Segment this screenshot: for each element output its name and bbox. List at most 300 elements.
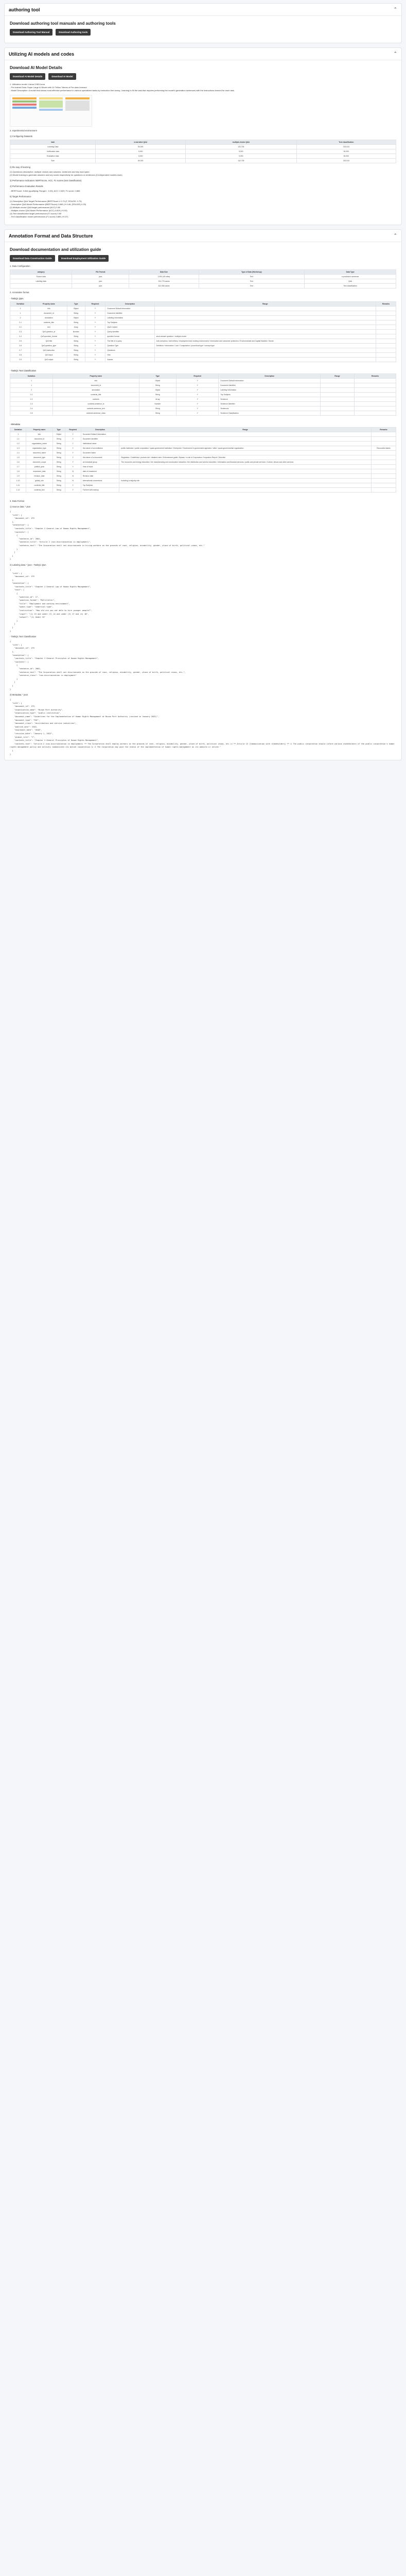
table-cell: 1-6 bbox=[10, 460, 26, 465]
table-cell: 132,735 bbox=[185, 145, 296, 149]
table-cell: Document Name bbox=[81, 451, 119, 455]
data-format-title: 3. Data Format bbox=[10, 500, 24, 502]
table-row bbox=[10, 446, 396, 451]
table-cell: 1-12 bbox=[10, 488, 26, 493]
target-line: - Multiple-choice Q&A Model Performance (ACC) 0.829 (+0.03) bbox=[10, 209, 67, 212]
download-utilization-guide-button[interactable]: Download Employment Utilization Guide bbox=[58, 255, 109, 262]
table-cell: contents_title bbox=[53, 393, 139, 397]
table-cell: Questions bbox=[105, 348, 154, 353]
table-cell: document_type bbox=[26, 455, 52, 460]
table-cell: Top Subjects bbox=[81, 483, 119, 488]
table-cell bbox=[154, 330, 376, 334]
table-cell: 1 bbox=[10, 307, 31, 311]
table-cell bbox=[376, 344, 396, 348]
table-cell bbox=[119, 451, 372, 455]
table-cell: Y bbox=[65, 455, 81, 460]
download-manual-button[interactable]: Download Authoring Tool Manual bbox=[10, 29, 52, 36]
table-row bbox=[10, 325, 396, 330]
table-cell: Y bbox=[65, 483, 81, 488]
table-cell: String bbox=[52, 460, 65, 465]
column-header: Text classification bbox=[296, 140, 396, 145]
table-cell bbox=[371, 488, 396, 493]
table-cell: Sentence bbox=[219, 397, 321, 402]
json-code-block: { "info": { "document_id": 179 }, "annotation": { "contents_title": "Chapter 2 General Law of Human Rights Management", "contents": [ { "sentence_id": 2001, "sentence_title": "Article 2 (non-discrimination in employment)", "sentence_text": "The Corporation shall not discriminate in hiring workers on the grounds of race, religion, disability, gender, place of birth, political views, etc." } ] } } bbox=[10, 511, 205, 561]
column-header: Type bbox=[52, 428, 65, 432]
table-cell: String bbox=[52, 474, 65, 479]
table-cell: 1-9 bbox=[10, 474, 26, 479]
table-cell: String bbox=[139, 383, 176, 388]
table-cell bbox=[371, 469, 396, 474]
table-cell: 2-8 bbox=[10, 353, 31, 358]
table-row bbox=[10, 460, 396, 465]
table-cell bbox=[371, 455, 396, 460]
column-header: Description bbox=[81, 428, 119, 432]
table-cell: 1-2 bbox=[10, 442, 26, 446]
table-cell: N bbox=[65, 469, 81, 474]
column-header: category bbox=[10, 270, 72, 275]
table-cell: 50,000 bbox=[296, 154, 396, 159]
table-cell: 142,735 bbox=[185, 159, 296, 163]
table-cell: 2-4 bbox=[10, 406, 53, 411]
table-row bbox=[10, 393, 396, 397]
table-cell: String bbox=[139, 411, 176, 416]
target-title: 5) Target Performance bbox=[10, 195, 31, 198]
table-row bbox=[10, 432, 396, 437]
chevron-up-icon[interactable]: ⌃ bbox=[393, 51, 397, 56]
table-cell: 1 bbox=[10, 432, 26, 437]
table-cell: contents bbox=[53, 397, 139, 402]
table-cell: 2-5 bbox=[10, 411, 53, 416]
table-cell: 2-2 bbox=[10, 325, 31, 330]
table-cell: Y bbox=[65, 451, 81, 455]
model-diagram-image bbox=[10, 95, 92, 127]
table-cell bbox=[154, 348, 376, 353]
table-cell: 1-11 bbox=[10, 483, 26, 488]
table-cell: String bbox=[52, 437, 65, 442]
table-cell: Top Subjects bbox=[105, 320, 154, 325]
table-cell: Y bbox=[176, 379, 219, 383]
table-cell: Regulation / Guidelines / product rule / detailed rules / Enforcement guide / Bylaws / a rule of Corporation / Inspection Report / Directive bbox=[119, 455, 372, 460]
cls-table bbox=[10, 374, 396, 416]
table-cell: publish_year bbox=[26, 465, 52, 469]
table-cell bbox=[376, 325, 396, 330]
table-cell bbox=[321, 379, 355, 383]
table-cell: Sentences bbox=[219, 406, 321, 411]
section-heading: Download documentation and utilization guide bbox=[10, 247, 101, 252]
table-cell: Labeling data bbox=[10, 279, 72, 284]
qa-table bbox=[10, 301, 396, 362]
column-header: File Format bbox=[72, 270, 129, 275]
table-cell bbox=[119, 465, 372, 469]
table-cell: document_scope bbox=[26, 460, 52, 465]
table-cell: Including a majority rule bbox=[119, 479, 372, 483]
table-cell: 2-3 bbox=[10, 330, 31, 334]
table-cell: 60,000 bbox=[96, 159, 185, 163]
table-row bbox=[10, 388, 396, 393]
table-cell: 2-9 bbox=[10, 358, 31, 362]
learning-line: (1) Questions (descriptive, multiple choice) and answers, sentences and key word pairs bbox=[10, 171, 90, 173]
chevron-up-icon[interactable]: ⌃ bbox=[393, 7, 397, 12]
table-cell: organization_type bbox=[26, 446, 52, 451]
table-cell: public institution / public corporation / quasi-government institution / Enterprise / Government in government agencies / other / quasi-governmental organization bbox=[119, 446, 372, 451]
table-cell bbox=[354, 388, 396, 393]
table-cell: Y bbox=[85, 344, 105, 348]
json-code-block: { "info": { "document_id": 179, "organization_name": "Busan Port Authority", "organization_type": "public institution", "document_name": "Guidelines for the Implementation of Human Rights Management at Busan Port Authority (revised in January 2022)", "document_type": "Pdf", "document_class": "distribution and service industries", "publish_year": 2022, "enactment_date": "2018", "revision_date": "January 1, 2022", "global_rule": "Y", "contents_title": "Chapter 2 General Principles of Human Rights Management", "contents_text": "Article 2 (non-discrimination in employment) ** The Corporation shall employ workers on the grounds of race, religion, disability, gender, place of birth, political views, etc.\n ** Article 13 (Communication with stakeholders) ** ① The public corporation should inform various stakeholders of the public corporation's human rights management policy and actively communicate its mutual cooperation.\n ② The Corporation may post the status of the implementation of human rights management on its website or online." } } bbox=[10, 699, 395, 755]
table-cell bbox=[354, 379, 396, 383]
table-cell: String bbox=[67, 320, 85, 325]
annotation-panel bbox=[4, 229, 402, 760]
table-cell: 1 bbox=[10, 311, 31, 316]
cls-table-title: - TaskQ1 Text Classification bbox=[10, 369, 37, 372]
table-cell: 5,000 bbox=[96, 149, 185, 154]
table-row bbox=[10, 334, 396, 339]
table-cell: Text bbox=[199, 279, 305, 284]
table-cell: The title of a query bbox=[105, 339, 154, 344]
table-cell: String bbox=[52, 488, 65, 493]
table-cell: Y bbox=[176, 393, 219, 397]
column-header: Remarks bbox=[371, 428, 396, 432]
table-cell: Query identifier bbox=[105, 330, 154, 334]
table-cell: date of enactment bbox=[81, 469, 119, 474]
table-cell bbox=[354, 393, 396, 397]
table-row bbox=[10, 488, 396, 493]
table-cell: String bbox=[67, 358, 85, 362]
table-cell: info bbox=[26, 432, 52, 437]
column-header: Type of Data (Workshop) bbox=[199, 270, 305, 275]
table-cell bbox=[376, 330, 396, 334]
table-row bbox=[10, 406, 396, 411]
panel-title: Utilizing AI models and codes bbox=[9, 51, 75, 57]
table-cell: Document Identifier bbox=[105, 311, 154, 316]
table-cell: Text bbox=[199, 284, 305, 289]
column-header: Description bbox=[219, 374, 321, 379]
table-row bbox=[10, 284, 396, 289]
table-cell: 104,776 cases bbox=[129, 279, 199, 284]
table-cell: Document Default Information bbox=[105, 307, 154, 311]
table-cell: 232,513 bbox=[296, 145, 396, 149]
column-header: Required bbox=[176, 374, 219, 379]
download-tools-button[interactable]: Download Authoring tools bbox=[56, 29, 91, 36]
table-cell: document_id bbox=[53, 383, 139, 388]
table-cell bbox=[321, 393, 355, 397]
table-cell: Sentence Classification bbox=[219, 411, 321, 416]
table-cell bbox=[371, 474, 396, 479]
table-row bbox=[10, 149, 396, 154]
table-cell: Reconciled labels bbox=[371, 446, 396, 451]
table-cell: Y bbox=[85, 316, 105, 320]
table-cell bbox=[154, 311, 376, 316]
table-cell: 1-5 bbox=[10, 455, 26, 460]
column-header: Type bbox=[139, 374, 176, 379]
table-cell: Q&A Content bbox=[105, 325, 154, 330]
table-cell: Y bbox=[65, 465, 81, 469]
column-header: Range bbox=[119, 428, 372, 432]
section-heading: Download AI Model Details bbox=[10, 65, 62, 70]
table-row bbox=[10, 442, 396, 446]
table-cell: the nature of a document bbox=[81, 455, 119, 460]
table-cell bbox=[371, 451, 396, 455]
table-cell bbox=[371, 442, 396, 446]
table-cell: Y bbox=[85, 339, 105, 344]
table-cell: Q&A bbox=[305, 279, 396, 284]
table-cell: Text bbox=[199, 275, 305, 279]
table-cell: the nature of an institution bbox=[81, 446, 119, 451]
table-cell: Labeling Information bbox=[219, 388, 321, 393]
table-cell: Qe3.question_id bbox=[31, 330, 67, 334]
table-cell: Labeling Information bbox=[105, 316, 154, 320]
table-cell: 50,000 bbox=[296, 149, 396, 154]
json-section-label: - TaskQ1 Text Classification bbox=[10, 635, 37, 638]
table-cell: String bbox=[139, 406, 176, 411]
table-cell: 2 bbox=[10, 316, 31, 320]
table-cell: 1-8 bbox=[10, 469, 26, 474]
table-cell: contents.sentence_id bbox=[53, 402, 139, 406]
table-cell: Revision date bbox=[81, 474, 119, 479]
meta-table bbox=[10, 427, 396, 493]
table-cell: question format bbox=[105, 334, 154, 339]
table-cell: String bbox=[52, 446, 65, 451]
json-section-label: 1) Source data: *.json bbox=[10, 505, 31, 508]
table-cell: document_name bbox=[26, 451, 52, 455]
qa-table-title: - TaskQ1 Q&A bbox=[10, 297, 24, 300]
ai-models-header[interactable] bbox=[5, 48, 401, 60]
table-row bbox=[10, 307, 396, 311]
table-cell: Y bbox=[85, 358, 105, 362]
table-cell: 5,000 bbox=[185, 149, 296, 154]
table-cell bbox=[321, 388, 355, 393]
table-cell: String bbox=[139, 393, 176, 397]
table-cell: 322,066 cases bbox=[129, 284, 199, 289]
table-cell: json bbox=[72, 275, 129, 279]
table-cell: Qe3.instruction bbox=[31, 348, 67, 353]
column-header: Remarks bbox=[354, 374, 396, 379]
download-model-button[interactable]: Download AI Model bbox=[48, 73, 76, 80]
experiment-title: 2. experimental environment bbox=[10, 129, 37, 132]
section-heading: Download authoring tool manuals and authoring tools bbox=[10, 21, 116, 26]
table-cell: String bbox=[67, 348, 85, 353]
table-cell: The resources and energy industries / the manufacturing and construction industries / the distribution and service industries / Information and financial services / public and private services / Culture, leisure and other services bbox=[119, 460, 372, 465]
table-cell: Document Default Information bbox=[81, 432, 119, 437]
column-header: Sortation bbox=[10, 374, 53, 379]
table-cell: String bbox=[52, 483, 65, 488]
json-section-label: 2) Labeling data: *.json - TaskQ1 Q&A bbox=[10, 563, 46, 566]
table-cell: 2-1 bbox=[10, 393, 53, 397]
table-cell: 2 bbox=[10, 388, 53, 393]
column-header: Required bbox=[65, 428, 81, 432]
table-row bbox=[10, 397, 396, 402]
table-cell bbox=[154, 316, 376, 320]
table-cell bbox=[354, 406, 396, 411]
table-cell: Hint bbox=[105, 353, 154, 358]
table-cell: Y bbox=[65, 488, 81, 493]
table-cell: Y bbox=[85, 325, 105, 330]
table-cell: Number bbox=[67, 330, 85, 334]
table-cell: contents.sentence_class bbox=[53, 411, 139, 416]
table-cell: Object bbox=[67, 307, 85, 311]
table-cell: enactment_date bbox=[26, 469, 52, 474]
table-cell bbox=[354, 402, 396, 406]
table-cell: Top Subjects bbox=[219, 393, 321, 397]
table-row bbox=[10, 465, 396, 469]
table-row bbox=[10, 348, 396, 353]
meta-table-title: - Metadata bbox=[10, 423, 21, 426]
table-cell: Y bbox=[65, 446, 81, 451]
table-cell: json bbox=[72, 284, 129, 289]
table-cell bbox=[119, 474, 372, 479]
intro-line: - Model Description: A model that shows most effective performance in various specialized tasks by instruction fine-tuning. Learning to fill the task that requires performing the model's generation sentences with the instructions learned for each task. bbox=[10, 89, 235, 92]
target-line: (1) Descriptive Q&A Target Performance (BERTScore ≥ 0.70 (F, ROUGE: 0.79) bbox=[10, 200, 82, 202]
table-row bbox=[10, 402, 396, 406]
table-row bbox=[10, 159, 396, 163]
table-cell: 1 bbox=[10, 379, 53, 383]
table-cell: Y bbox=[85, 334, 105, 339]
table-row bbox=[10, 339, 396, 344]
table-cell: Institutional name bbox=[81, 442, 119, 446]
table-cell bbox=[321, 411, 355, 416]
table-cell: N bbox=[65, 479, 81, 483]
table-cell bbox=[376, 320, 396, 325]
authoring-tool-header[interactable] bbox=[5, 4, 401, 16]
table-cell bbox=[371, 460, 396, 465]
table-cell: 2-4 bbox=[10, 334, 31, 339]
table-cell: Qe3.input bbox=[31, 353, 67, 358]
table-cell: 1-10 bbox=[10, 479, 26, 483]
table-cell: Full text with markup bbox=[81, 488, 119, 493]
table-cell: Document Default Information bbox=[219, 379, 321, 383]
table-cell bbox=[154, 307, 376, 311]
column-header: a narrative Q&A bbox=[96, 140, 185, 145]
table-cell: Evaluation data bbox=[10, 154, 96, 159]
table-row bbox=[10, 353, 396, 358]
table-cell bbox=[321, 406, 355, 411]
table-cell: Y bbox=[85, 320, 105, 325]
dataset-table bbox=[10, 140, 396, 163]
table-row bbox=[10, 451, 396, 455]
table-row bbox=[10, 474, 396, 479]
json-code-block: { "info": { "document_id": 179 }, "annotation": { "contents_title": "Chapter 2 General Principles of Human Rights Management", "contents": [ { "sentence_id": 2001, "sentence_text": "The Corporation shall not discriminate on the grounds of race, religion, disability, gender, place of birth, political views, etc.", "sentence_class": "non-discrimination in employment" } ] } } bbox=[10, 640, 186, 690]
column-header: task bbox=[10, 140, 96, 145]
table-cell bbox=[371, 437, 396, 442]
table-cell bbox=[376, 348, 396, 353]
table-cell bbox=[376, 353, 396, 358]
table-cell bbox=[354, 397, 396, 402]
table-cell: 1-1 bbox=[10, 437, 26, 442]
config-table bbox=[10, 269, 396, 289]
eval-title: 4) Performance Evaluation Results bbox=[10, 185, 43, 188]
table-row bbox=[10, 383, 396, 388]
column-header: Range bbox=[321, 374, 355, 379]
table-cell: info bbox=[31, 307, 67, 311]
table-cell: Source data bbox=[10, 275, 72, 279]
table-cell: 2,094 (45 rules) bbox=[129, 275, 199, 279]
table-cell: a provision's sentence bbox=[305, 275, 396, 279]
table-cell bbox=[119, 442, 372, 446]
table-cell: Array bbox=[139, 397, 176, 402]
table-cell: Y bbox=[85, 353, 105, 358]
authoring-tool-panel bbox=[4, 3, 402, 43]
table-cell bbox=[154, 353, 376, 358]
table-cell: Y bbox=[176, 397, 219, 402]
table-cell: Y bbox=[85, 307, 105, 311]
table-cell: Y bbox=[176, 383, 219, 388]
table-cell: 1-7 bbox=[10, 465, 26, 469]
table-cell: annotation bbox=[53, 388, 139, 393]
table-cell: contents.sentence_text bbox=[53, 406, 139, 411]
column-header: Type bbox=[67, 302, 85, 307]
table-row bbox=[10, 469, 396, 474]
table-cell: document_id bbox=[31, 311, 67, 316]
column-header: Sortation bbox=[10, 302, 31, 307]
json-section-label: 3) Metadata: *.json bbox=[10, 693, 28, 697]
table-cell: 5,000 bbox=[96, 154, 185, 159]
table-cell: Document Identifier bbox=[219, 383, 321, 388]
ai-models-panel bbox=[4, 47, 402, 225]
table-cell: String bbox=[52, 455, 65, 460]
table-cell: Object bbox=[139, 379, 176, 383]
table-row bbox=[10, 379, 396, 383]
table-cell bbox=[371, 483, 396, 488]
table-cell bbox=[154, 325, 376, 330]
table-cell bbox=[154, 358, 376, 362]
table-cell: String bbox=[67, 353, 85, 358]
download-construction-guide-button[interactable]: Download Data Construction Guide bbox=[10, 255, 55, 262]
download-model-details-button[interactable]: Download AI Model Details bbox=[10, 73, 45, 80]
table-cell: Y bbox=[176, 411, 219, 416]
target-line: (3) Text classification target performance (F1 score) 0.80 bbox=[10, 212, 62, 215]
panel-title: Annotation Format and Data Structure bbox=[9, 233, 93, 239]
column-header: multiple-choice Q&A bbox=[185, 140, 296, 145]
table-row bbox=[10, 411, 396, 416]
table-cell bbox=[321, 402, 355, 406]
table-row bbox=[10, 437, 396, 442]
table-row bbox=[10, 483, 396, 488]
table-cell: document_id bbox=[26, 437, 52, 442]
chevron-up-icon[interactable]: ⌃ bbox=[393, 233, 397, 238]
table-cell: String bbox=[52, 469, 65, 474]
column-header: Property name bbox=[26, 428, 52, 432]
table-cell: contents_title bbox=[26, 483, 52, 488]
annotation-header[interactable] bbox=[5, 230, 401, 242]
table-row bbox=[10, 330, 396, 334]
table-cell: 50,000 bbox=[96, 145, 185, 149]
table-cell: Learning Data bbox=[10, 145, 96, 149]
table-cell: text bbox=[31, 325, 67, 330]
learning-title: 2) the way of learning bbox=[10, 166, 31, 168]
table-cell bbox=[376, 358, 396, 362]
table-cell: 2-3 bbox=[10, 402, 53, 406]
target-line: - Descriptive Q&A Model Performance (BERTScore) 0.846 (+0.146, (ROUGE) 0.33) bbox=[10, 203, 86, 206]
table-cell: String bbox=[52, 465, 65, 469]
table-cell bbox=[354, 383, 396, 388]
dataset-title: 1) Configuring Datasets bbox=[10, 135, 32, 138]
table-cell: global_rule bbox=[26, 479, 52, 483]
table-cell: Question Type bbox=[105, 344, 154, 348]
table-cell: annotation bbox=[31, 316, 67, 320]
column-header: Remarks bbox=[376, 302, 396, 307]
column-header: Required bbox=[85, 302, 105, 307]
table-cell bbox=[371, 465, 396, 469]
table-cell: short-answer question / multiple choice bbox=[154, 334, 376, 339]
table-cell: Y bbox=[65, 437, 81, 442]
table-cell: 332,513 bbox=[296, 159, 396, 163]
column-header: Property name bbox=[31, 302, 67, 307]
table-cell: Year of Issue bbox=[81, 465, 119, 469]
table-cell bbox=[119, 488, 372, 493]
table-cell bbox=[376, 334, 396, 339]
table-cell bbox=[376, 307, 396, 311]
table-cell: Text classification bbox=[305, 284, 396, 289]
table-cell: 1-3 bbox=[10, 446, 26, 451]
